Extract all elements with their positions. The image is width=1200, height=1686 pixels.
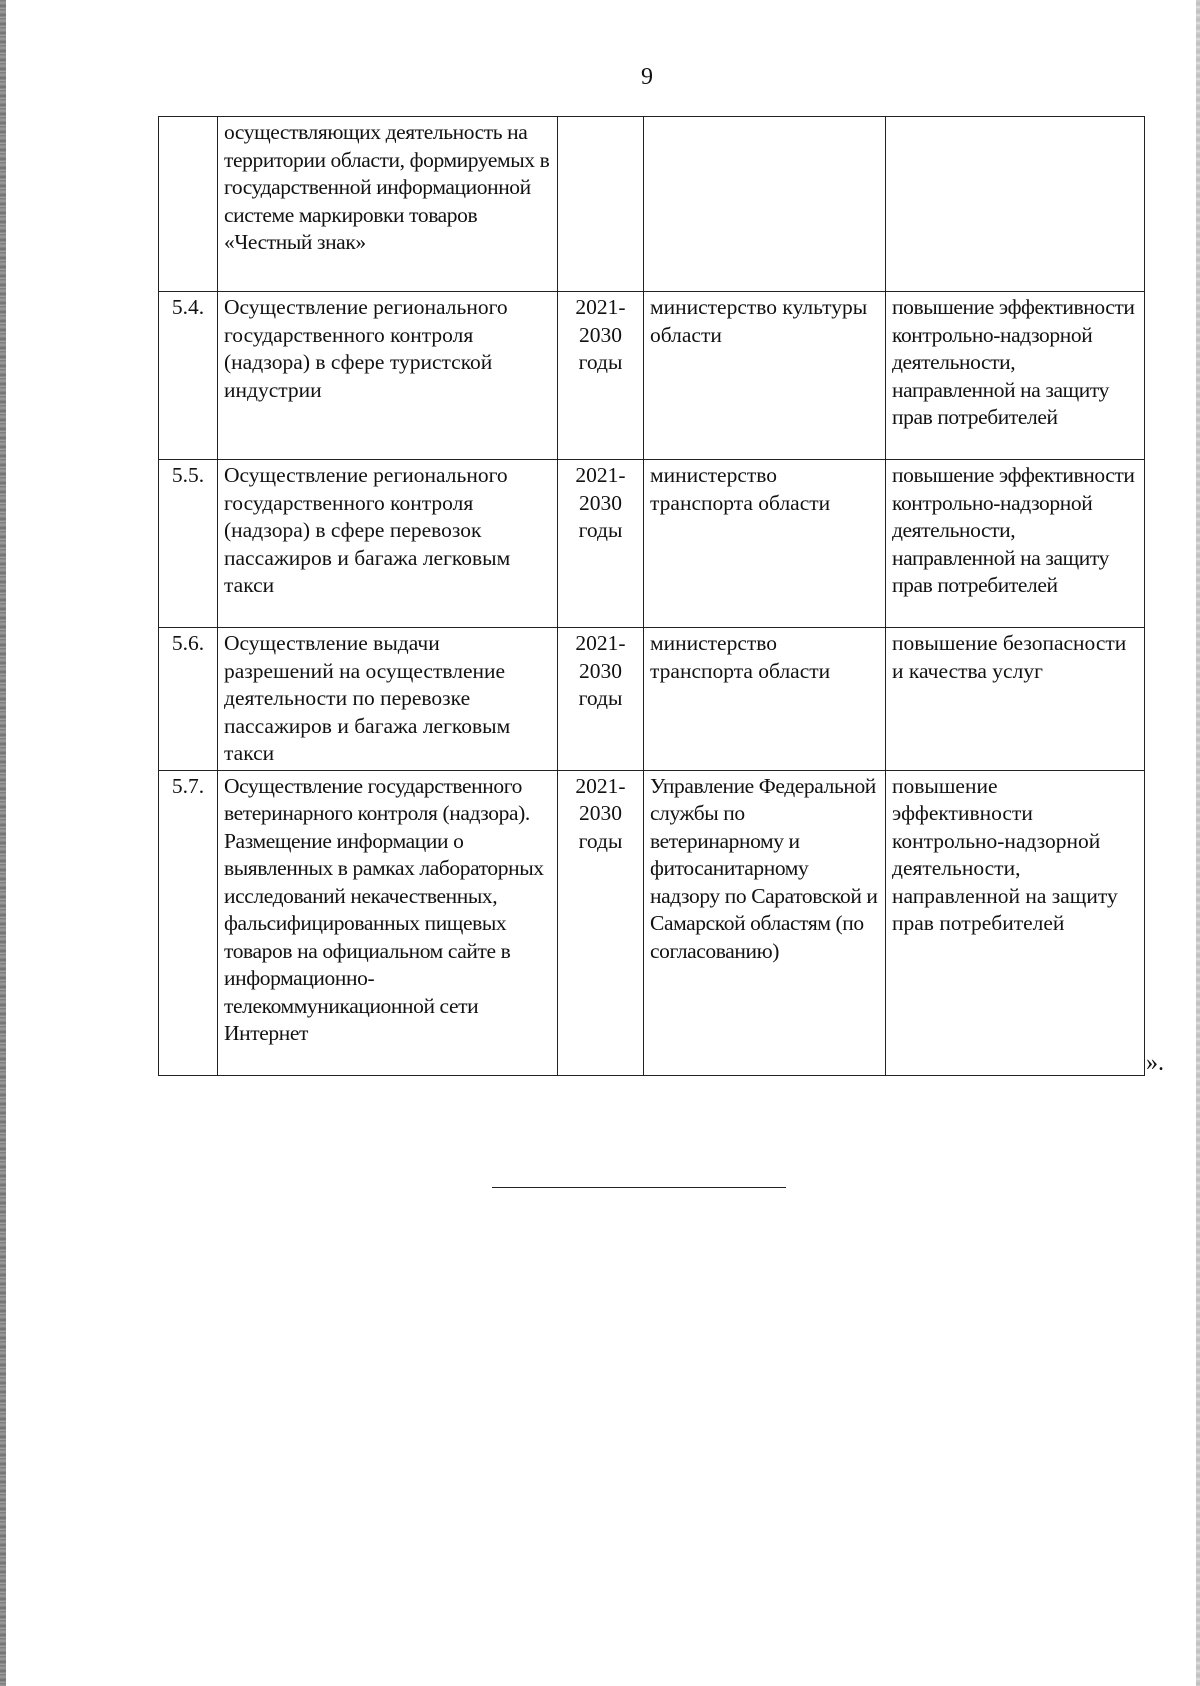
row-number-cell: 5.4. [159,292,218,460]
measures-table [158,116,1145,1076]
result-cell [886,117,1145,292]
table-row [159,628,1145,771]
row-number-cell [159,117,218,292]
row-number-cell: 5.7. [159,770,218,1075]
result-cell: повышение эффективности контрольно-надзорной деятельности, направленной на защиту прав потребителей [886,292,1145,460]
years-cell: 2021-2030 годы [558,292,644,460]
executor-cell: министерство транспорта области [644,628,886,771]
activity-cell: Осуществление регионального государственного контроля (надзора) в сфере перевозок пассажиров и багажа легковым такси [218,460,558,628]
years-cell: 2021-2030 годы [558,628,644,771]
executor-cell: министерство транспорта области [644,460,886,628]
row-number-cell: 5.5. [159,460,218,628]
row-number-cell: 5.6. [159,628,218,771]
activity-cell: Осуществление государственного ветеринарного контроля (надзора). Размещение информации о выявленных в рамках лабораторных исследований некачественных, фальсифицированных пищевых товаров на официальном сайте в информационно-телекоммуникационной сети Интернет [218,770,558,1075]
result-cell: повышение эффективности контрольно-надзорной деятельности, направленной на защиту прав потребителей [886,770,1145,1075]
table-row [159,460,1145,628]
years-cell: 2021-2030 годы [558,770,644,1075]
table-row [159,117,1145,292]
table-row [159,292,1145,460]
years-cell [558,117,644,292]
executor-cell: министерство культуры области [644,292,886,460]
page-number: 9 [641,64,653,90]
activity-cell: осуществляющих деятельность на территории области, формируемых в государственной информационной системе маркировки товаров «Честный знак» [218,117,558,292]
result-cell: повышение безопасности и качества услуг [886,628,1145,771]
table-row [159,770,1145,1075]
scan-edge-left [0,0,6,1686]
years-cell: 2021-2030 годы [558,460,644,628]
executor-cell [644,117,886,292]
executor-cell: Управление Федеральной службы по ветеринарному и фитосанитарному надзору по Саратовской и Самарской областям (по согласованию) [644,770,886,1075]
activity-cell: Осуществление регионального государственного контроля (надзора) в сфере туристской индустрии [218,292,558,460]
activity-cell: Осуществление выдачи разрешений на осуществление деятельности по перевозке пассажиров и багажа легковым такси [218,628,558,771]
end-of-document-rule [492,1187,786,1188]
result-cell: повышение эффективности контрольно-надзорной деятельности, направленной на защиту прав потребителей [886,460,1145,628]
closing-quote-mark: ». [1146,1050,1164,1076]
scan-edge-right [1196,0,1200,1686]
